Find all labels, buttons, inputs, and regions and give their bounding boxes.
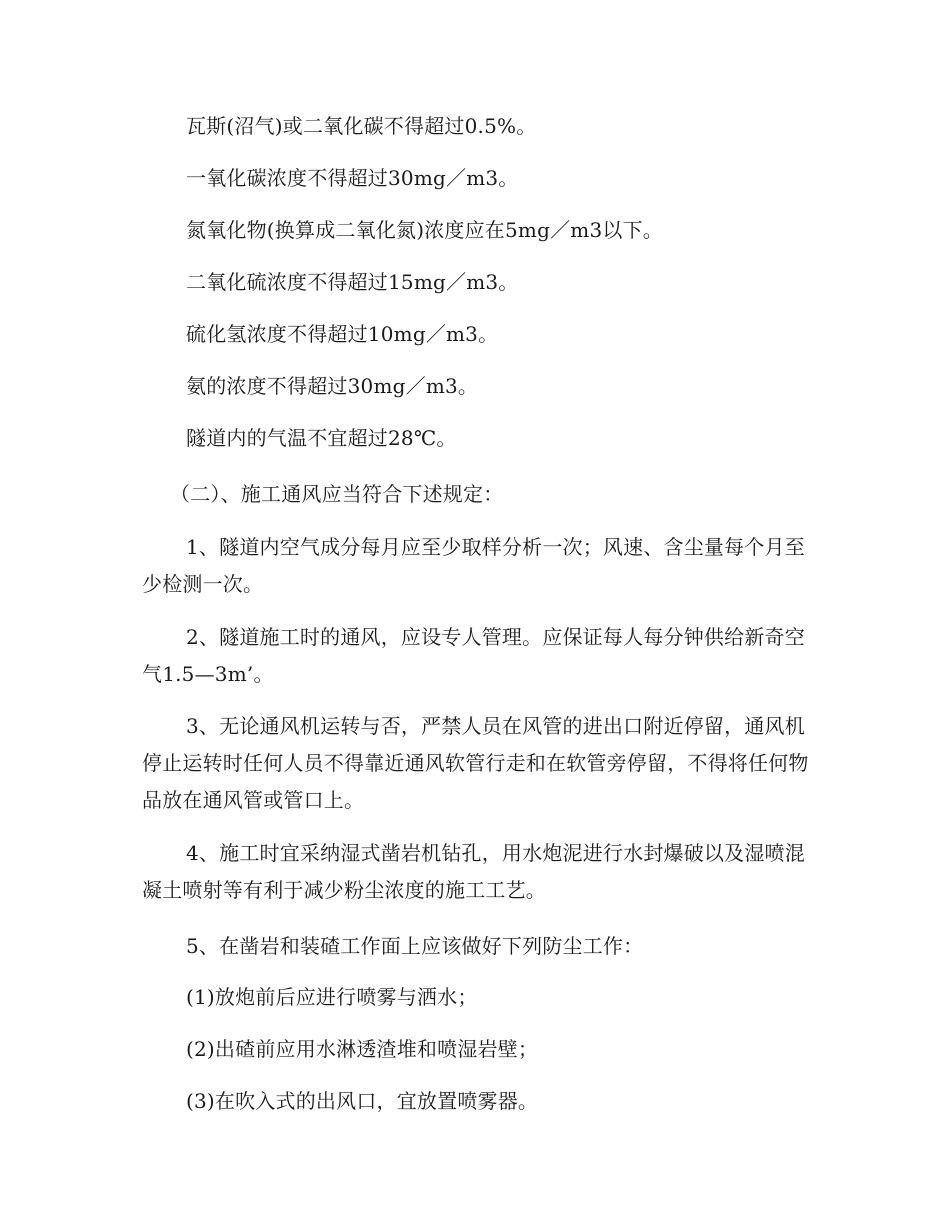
paragraph-subitem-1: (1)放炮前后应进行喷雾与洒水； xyxy=(186,985,478,1009)
paragraph-item-2: 2、隧道施工时的通风，应设专人管理。应保证每人每分钟供给新奇空气1.5—3m’。 xyxy=(142,625,805,686)
paragraph-h2s-limit: 硫化氢浓度不得超过10mg／m3。 xyxy=(186,322,499,346)
paragraph-temperature-limit: 隧道内的气温不宜超过28℃。 xyxy=(186,426,457,450)
paragraph-subitem-3: (3)在吹入式的出风口，宜放置喷雾器。 xyxy=(186,1089,539,1113)
paragraph-item-1: 1、隧道内空气成分每月应至少取样分析一次；风速、含尘量每个月至少检测一次。 xyxy=(142,535,805,596)
paragraph-nox-limit: 氮氧化物(换算成二氧化氮)浓度应在5mg／m3以下。 xyxy=(186,218,663,242)
paragraph-item-3: 3、无论通风机运转与否，严禁人员在风管的进出口附近停留，通风机停止运转时任何人员不得靠近通风软管行走和在软管旁停留，不得将任何物品放在通风管或管口上。 xyxy=(142,714,809,812)
paragraph-nh3-limit: 氨的浓度不得超过30mg／m3。 xyxy=(186,374,479,398)
paragraph-so2-limit: 二氧化硫浓度不得超过15mg／m3。 xyxy=(186,270,519,294)
paragraph-item-4: 4、施工时宜采纳湿式凿岩机钻孔，用水炮泥进行水封爆破以及湿喷混凝土喷射等有利于减少粉尘浓度的施工工艺。 xyxy=(142,841,805,902)
paragraph-item-5: 5、在凿岩和装碴工作面上应该做好下列防尘工作： xyxy=(186,934,644,958)
section-heading-ventilation: （二）、施工通风应当符合下述规定： xyxy=(170,482,504,506)
paragraph-subitem-2: (2)出碴前应用水淋透渣堆和喷湿岩壁； xyxy=(186,1037,539,1061)
paragraph-co-limit: 一氧化碳浓度不得超过30mg／m3。 xyxy=(186,166,519,190)
paragraph-gas-limit: 瓦斯(沼气)或二氧化碳不得超过0.5%。 xyxy=(186,114,537,138)
